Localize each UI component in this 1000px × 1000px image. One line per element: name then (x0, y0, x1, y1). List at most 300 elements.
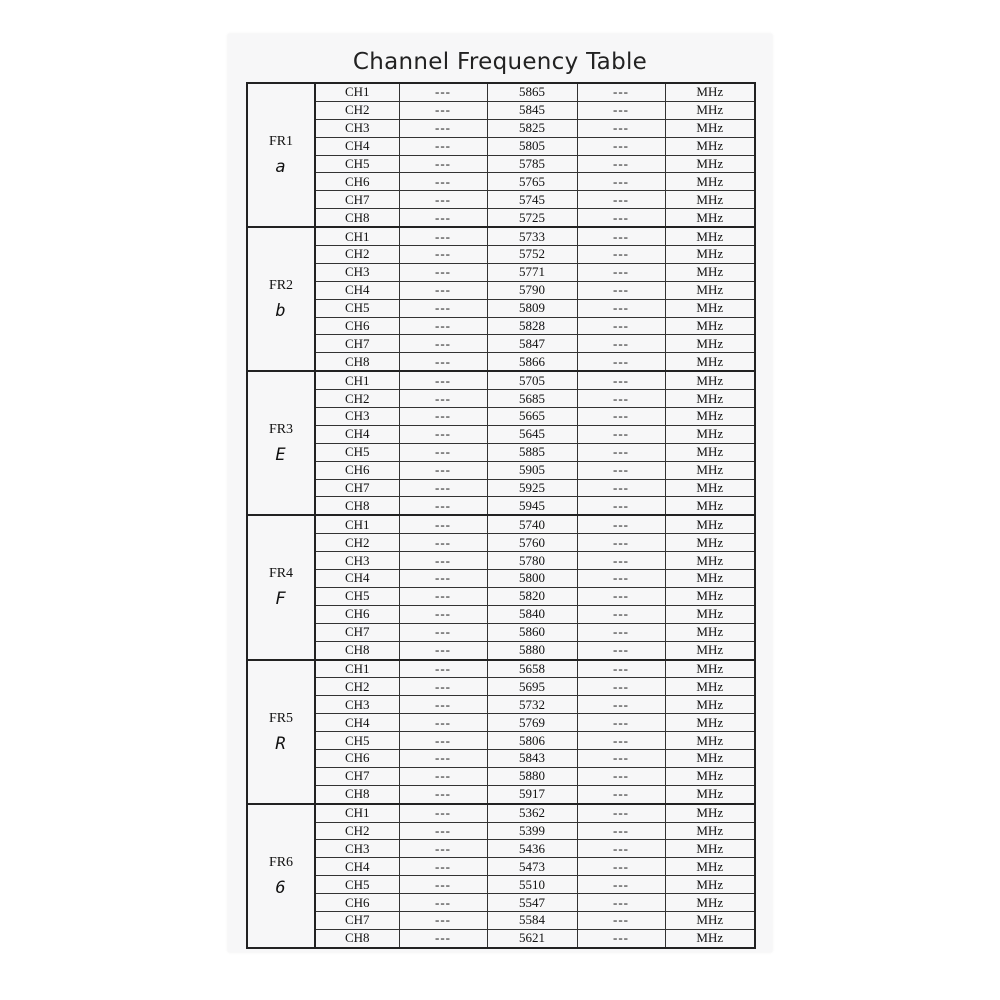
table-body (247, 83, 755, 948)
unit-cell: MHz (665, 534, 755, 552)
separator-cell: --- (399, 911, 487, 929)
unit-cell: MHz (665, 443, 755, 461)
unit-cell: MHz (665, 227, 755, 245)
channel-cell: CH3 (315, 263, 399, 281)
table-row (247, 570, 755, 588)
table-row (247, 660, 755, 678)
table-row (247, 443, 755, 461)
channel-cell: CH6 (315, 894, 399, 912)
frequency-cell: 5843 (487, 749, 577, 767)
group-cell (247, 804, 315, 948)
separator-cell: --- (399, 660, 487, 678)
separator-cell: --- (399, 371, 487, 389)
channel-cell: CH4 (315, 570, 399, 588)
frequency-cell: 5685 (487, 390, 577, 408)
table-row (247, 155, 755, 173)
unit-cell: MHz (665, 191, 755, 209)
frequency-cell: 5473 (487, 858, 577, 876)
frequency-cell: 5765 (487, 173, 577, 191)
frequency-cell: 5658 (487, 660, 577, 678)
separator-cell: --- (399, 876, 487, 894)
table-row (247, 605, 755, 623)
separator-cell: --- (577, 822, 665, 840)
unit-cell: MHz (665, 678, 755, 696)
separator-cell: --- (577, 749, 665, 767)
separator-cell: --- (399, 894, 487, 912)
separator-cell: --- (577, 119, 665, 137)
unit-cell: MHz (665, 209, 755, 227)
table-row (247, 732, 755, 750)
table-row (247, 299, 755, 317)
separator-cell: --- (399, 749, 487, 767)
channel-cell: CH8 (315, 929, 399, 947)
frequency-cell: 5584 (487, 911, 577, 929)
separator-cell: --- (577, 83, 665, 101)
table-row (247, 678, 755, 696)
table-row (247, 858, 755, 876)
separator-cell: --- (399, 696, 487, 714)
channel-cell: CH8 (315, 209, 399, 227)
separator-cell: --- (577, 929, 665, 947)
frequency-cell: 5725 (487, 209, 577, 227)
frequency-cell: 5780 (487, 552, 577, 570)
separator-cell: --- (577, 570, 665, 588)
separator-cell: --- (399, 390, 487, 408)
unit-cell: MHz (665, 785, 755, 803)
channel-cell: CH5 (315, 732, 399, 750)
frequency-cell: 5695 (487, 678, 577, 696)
separator-cell: --- (577, 894, 665, 912)
frequency-cell: 5806 (487, 732, 577, 750)
separator-cell: --- (399, 83, 487, 101)
unit-cell: MHz (665, 119, 755, 137)
channel-cell: CH5 (315, 299, 399, 317)
table-row (247, 929, 755, 947)
unit-cell: MHz (665, 461, 755, 479)
frequency-cell: 5925 (487, 479, 577, 497)
separator-cell: --- (577, 552, 665, 570)
separator-cell: --- (577, 227, 665, 245)
unit-cell: MHz (665, 894, 755, 912)
group-label: FR2 (268, 278, 294, 294)
table-row (247, 479, 755, 497)
channel-cell: CH8 (315, 353, 399, 371)
separator-cell: --- (399, 317, 487, 335)
unit-cell: MHz (665, 353, 755, 371)
table-row (247, 840, 755, 858)
separator-cell: --- (577, 858, 665, 876)
frequency-cell: 5621 (487, 929, 577, 947)
table-row (247, 101, 755, 119)
channel-cell: CH5 (315, 443, 399, 461)
separator-cell: --- (577, 191, 665, 209)
channel-cell: CH2 (315, 534, 399, 552)
separator-cell: --- (399, 353, 487, 371)
frequency-cell: 5880 (487, 767, 577, 785)
separator-cell: --- (577, 443, 665, 461)
unit-cell: MHz (665, 767, 755, 785)
unit-cell: MHz (665, 587, 755, 605)
separator-cell: --- (399, 101, 487, 119)
separator-cell: --- (399, 587, 487, 605)
channel-cell: CH2 (315, 390, 399, 408)
table-row (247, 263, 755, 281)
table-row (247, 785, 755, 803)
frequency-cell: 5547 (487, 894, 577, 912)
frequency-cell: 5665 (487, 408, 577, 426)
table-row (247, 515, 755, 533)
separator-cell: --- (577, 678, 665, 696)
channel-cell: CH4 (315, 281, 399, 299)
group-label: FR6 (268, 854, 294, 870)
unit-cell: MHz (665, 840, 755, 858)
channel-cell: CH1 (315, 804, 399, 822)
separator-cell: --- (577, 173, 665, 191)
table-row (247, 209, 755, 227)
group-label: FR5 (268, 710, 294, 726)
separator-cell: --- (577, 623, 665, 641)
channel-cell: CH5 (315, 155, 399, 173)
frequency-cell: 5828 (487, 317, 577, 335)
group-code: a (275, 157, 287, 178)
separator-cell: --- (577, 605, 665, 623)
separator-cell: --- (577, 390, 665, 408)
frequency-cell: 5362 (487, 804, 577, 822)
group-label: FR3 (268, 422, 294, 438)
channel-cell: CH1 (315, 83, 399, 101)
table-row (247, 876, 755, 894)
table-row (247, 408, 755, 426)
frequency-cell: 5733 (487, 227, 577, 245)
table-row (247, 552, 755, 570)
group-cell (247, 371, 315, 515)
channel-cell: CH7 (315, 191, 399, 209)
separator-cell: --- (399, 732, 487, 750)
group-code: F (275, 589, 287, 610)
frequency-cell: 5705 (487, 371, 577, 389)
table-row (247, 534, 755, 552)
unit-cell: MHz (665, 696, 755, 714)
channel-cell: CH6 (315, 173, 399, 191)
frequency-cell: 5905 (487, 461, 577, 479)
channel-cell: CH2 (315, 678, 399, 696)
table-row (247, 587, 755, 605)
channel-cell: CH1 (315, 515, 399, 533)
frequency-cell: 5847 (487, 335, 577, 353)
separator-cell: --- (399, 227, 487, 245)
frequency-cell: 5745 (487, 191, 577, 209)
separator-cell: --- (399, 822, 487, 840)
table-row (247, 371, 755, 389)
separator-cell: --- (399, 191, 487, 209)
unit-cell: MHz (665, 605, 755, 623)
channel-cell: CH8 (315, 785, 399, 803)
channel-cell: CH1 (315, 660, 399, 678)
separator-cell: --- (577, 587, 665, 605)
group-label: FR1 (268, 134, 294, 150)
frequency-cell: 5800 (487, 570, 577, 588)
separator-cell: --- (577, 767, 665, 785)
separator-cell: --- (399, 678, 487, 696)
channel-cell: CH3 (315, 552, 399, 570)
group-code: R (275, 733, 287, 754)
channel-cell: CH6 (315, 317, 399, 335)
channel-cell: CH3 (315, 408, 399, 426)
separator-cell: --- (577, 696, 665, 714)
unit-cell: MHz (665, 137, 755, 155)
separator-cell: --- (399, 767, 487, 785)
table-row (247, 246, 755, 264)
separator-cell: --- (399, 785, 487, 803)
unit-cell: MHz (665, 714, 755, 732)
unit-cell: MHz (665, 822, 755, 840)
unit-cell: MHz (665, 173, 755, 191)
separator-cell: --- (399, 335, 487, 353)
separator-cell: --- (577, 497, 665, 515)
table-row (247, 497, 755, 515)
separator-cell: --- (577, 353, 665, 371)
unit-cell: MHz (665, 570, 755, 588)
separator-cell: --- (399, 443, 487, 461)
separator-cell: --- (577, 641, 665, 659)
channel-cell: CH1 (315, 227, 399, 245)
separator-cell: --- (577, 515, 665, 533)
unit-cell: MHz (665, 929, 755, 947)
separator-cell: --- (577, 804, 665, 822)
frequency-cell: 5866 (487, 353, 577, 371)
unit-cell: MHz (665, 804, 755, 822)
table-row (247, 767, 755, 785)
separator-cell: --- (577, 317, 665, 335)
table-row (247, 335, 755, 353)
frequency-cell: 5865 (487, 83, 577, 101)
unit-cell: MHz (665, 317, 755, 335)
separator-cell: --- (577, 137, 665, 155)
separator-cell: --- (399, 461, 487, 479)
unit-cell: MHz (665, 246, 755, 264)
unit-cell: MHz (665, 263, 755, 281)
separator-cell: --- (577, 209, 665, 227)
separator-cell: --- (577, 246, 665, 264)
group-cell (247, 227, 315, 371)
unit-cell: MHz (665, 335, 755, 353)
separator-cell: --- (399, 263, 487, 281)
unit-cell: MHz (665, 641, 755, 659)
separator-cell: --- (399, 804, 487, 822)
separator-cell: --- (399, 570, 487, 588)
separator-cell: --- (577, 335, 665, 353)
table-row (247, 317, 755, 335)
table-row (247, 623, 755, 641)
separator-cell: --- (399, 119, 487, 137)
unit-cell: MHz (665, 911, 755, 929)
channel-cell: CH8 (315, 497, 399, 515)
separator-cell: --- (399, 929, 487, 947)
frequency-cell: 5825 (487, 119, 577, 137)
channel-cell: CH4 (315, 714, 399, 732)
channel-cell: CH6 (315, 605, 399, 623)
table-row (247, 804, 755, 822)
separator-cell: --- (399, 408, 487, 426)
separator-cell: --- (577, 155, 665, 173)
channel-cell: CH4 (315, 425, 399, 443)
unit-cell: MHz (665, 876, 755, 894)
table-row (247, 696, 755, 714)
frequency-cell: 5880 (487, 641, 577, 659)
group-code: 6 (275, 877, 287, 898)
unit-cell: MHz (665, 155, 755, 173)
group-cell (247, 515, 315, 659)
separator-cell: --- (399, 534, 487, 552)
unit-cell: MHz (665, 623, 755, 641)
channel-cell: CH6 (315, 461, 399, 479)
table-row (247, 425, 755, 443)
separator-cell: --- (577, 714, 665, 732)
frequency-cell: 5732 (487, 696, 577, 714)
frequency-cell: 5820 (487, 587, 577, 605)
unit-cell: MHz (665, 479, 755, 497)
separator-cell: --- (577, 371, 665, 389)
table-row (247, 83, 755, 101)
frequency-cell: 5945 (487, 497, 577, 515)
table-row (247, 894, 755, 912)
unit-cell: MHz (665, 660, 755, 678)
table-row (247, 173, 755, 191)
unit-cell: MHz (665, 281, 755, 299)
table-row (247, 353, 755, 371)
group-cell (247, 660, 315, 804)
channel-cell: CH3 (315, 840, 399, 858)
channel-cell: CH7 (315, 623, 399, 641)
frequency-card (228, 34, 772, 952)
separator-cell: --- (577, 785, 665, 803)
channel-frequency-table (246, 82, 756, 949)
separator-cell: --- (577, 461, 665, 479)
separator-cell: --- (399, 605, 487, 623)
separator-cell: --- (399, 497, 487, 515)
channel-cell: CH7 (315, 479, 399, 497)
channel-cell: CH1 (315, 371, 399, 389)
unit-cell: MHz (665, 552, 755, 570)
separator-cell: --- (399, 552, 487, 570)
table-row (247, 191, 755, 209)
separator-cell: --- (399, 714, 487, 732)
channel-cell: CH3 (315, 696, 399, 714)
frequency-cell: 5809 (487, 299, 577, 317)
frequency-cell: 5510 (487, 876, 577, 894)
unit-cell: MHz (665, 390, 755, 408)
separator-cell: --- (399, 246, 487, 264)
separator-cell: --- (577, 876, 665, 894)
frequency-cell: 5840 (487, 605, 577, 623)
frequency-cell: 5860 (487, 623, 577, 641)
separator-cell: --- (399, 281, 487, 299)
frequency-cell: 5769 (487, 714, 577, 732)
unit-cell: MHz (665, 101, 755, 119)
group-code: E (275, 445, 287, 466)
table-row (247, 281, 755, 299)
frequency-cell: 5740 (487, 515, 577, 533)
channel-cell: CH2 (315, 246, 399, 264)
separator-cell: --- (399, 623, 487, 641)
channel-cell: CH4 (315, 858, 399, 876)
separator-cell: --- (399, 173, 487, 191)
table-row (247, 714, 755, 732)
separator-cell: --- (399, 515, 487, 533)
separator-cell: --- (577, 479, 665, 497)
unit-cell: MHz (665, 858, 755, 876)
group-cell (247, 83, 315, 227)
separator-cell: --- (577, 299, 665, 317)
channel-cell: CH3 (315, 119, 399, 137)
table-row (247, 461, 755, 479)
table-row (247, 137, 755, 155)
table-row (247, 227, 755, 245)
table-row (247, 390, 755, 408)
separator-cell: --- (577, 534, 665, 552)
frequency-cell: 5805 (487, 137, 577, 155)
separator-cell: --- (577, 732, 665, 750)
separator-cell: --- (399, 840, 487, 858)
separator-cell: --- (577, 263, 665, 281)
group-code: b (275, 301, 287, 322)
channel-cell: CH7 (315, 335, 399, 353)
unit-cell: MHz (665, 497, 755, 515)
channel-cell: CH8 (315, 641, 399, 659)
separator-cell: --- (399, 209, 487, 227)
unit-cell: MHz (665, 515, 755, 533)
frequency-cell: 5917 (487, 785, 577, 803)
channel-cell: CH7 (315, 767, 399, 785)
separator-cell: --- (399, 641, 487, 659)
table-row (247, 749, 755, 767)
separator-cell: --- (399, 479, 487, 497)
table-row (247, 822, 755, 840)
separator-cell: --- (577, 281, 665, 299)
table-row (247, 911, 755, 929)
separator-cell: --- (577, 660, 665, 678)
frequency-cell: 5752 (487, 246, 577, 264)
table-title: Channel Frequency Table (352, 49, 648, 75)
channel-cell: CH7 (315, 911, 399, 929)
separator-cell: --- (577, 101, 665, 119)
separator-cell: --- (577, 408, 665, 426)
unit-cell: MHz (665, 408, 755, 426)
frequency-cell: 5436 (487, 840, 577, 858)
unit-cell: MHz (665, 83, 755, 101)
frequency-cell: 5645 (487, 425, 577, 443)
separator-cell: --- (399, 858, 487, 876)
separator-cell: --- (577, 425, 665, 443)
channel-cell: CH2 (315, 101, 399, 119)
frequency-cell: 5771 (487, 263, 577, 281)
group-label: FR4 (268, 566, 294, 582)
frequency-cell: 5399 (487, 822, 577, 840)
separator-cell: --- (399, 137, 487, 155)
channel-cell: CH5 (315, 876, 399, 894)
unit-cell: MHz (665, 299, 755, 317)
frequency-cell: 5760 (487, 534, 577, 552)
separator-cell: --- (577, 840, 665, 858)
frequency-cell: 5845 (487, 101, 577, 119)
unit-cell: MHz (665, 732, 755, 750)
unit-cell: MHz (665, 749, 755, 767)
channel-cell: CH2 (315, 822, 399, 840)
table-row (247, 641, 755, 659)
separator-cell: --- (399, 425, 487, 443)
table-row (247, 119, 755, 137)
frequency-cell: 5885 (487, 443, 577, 461)
